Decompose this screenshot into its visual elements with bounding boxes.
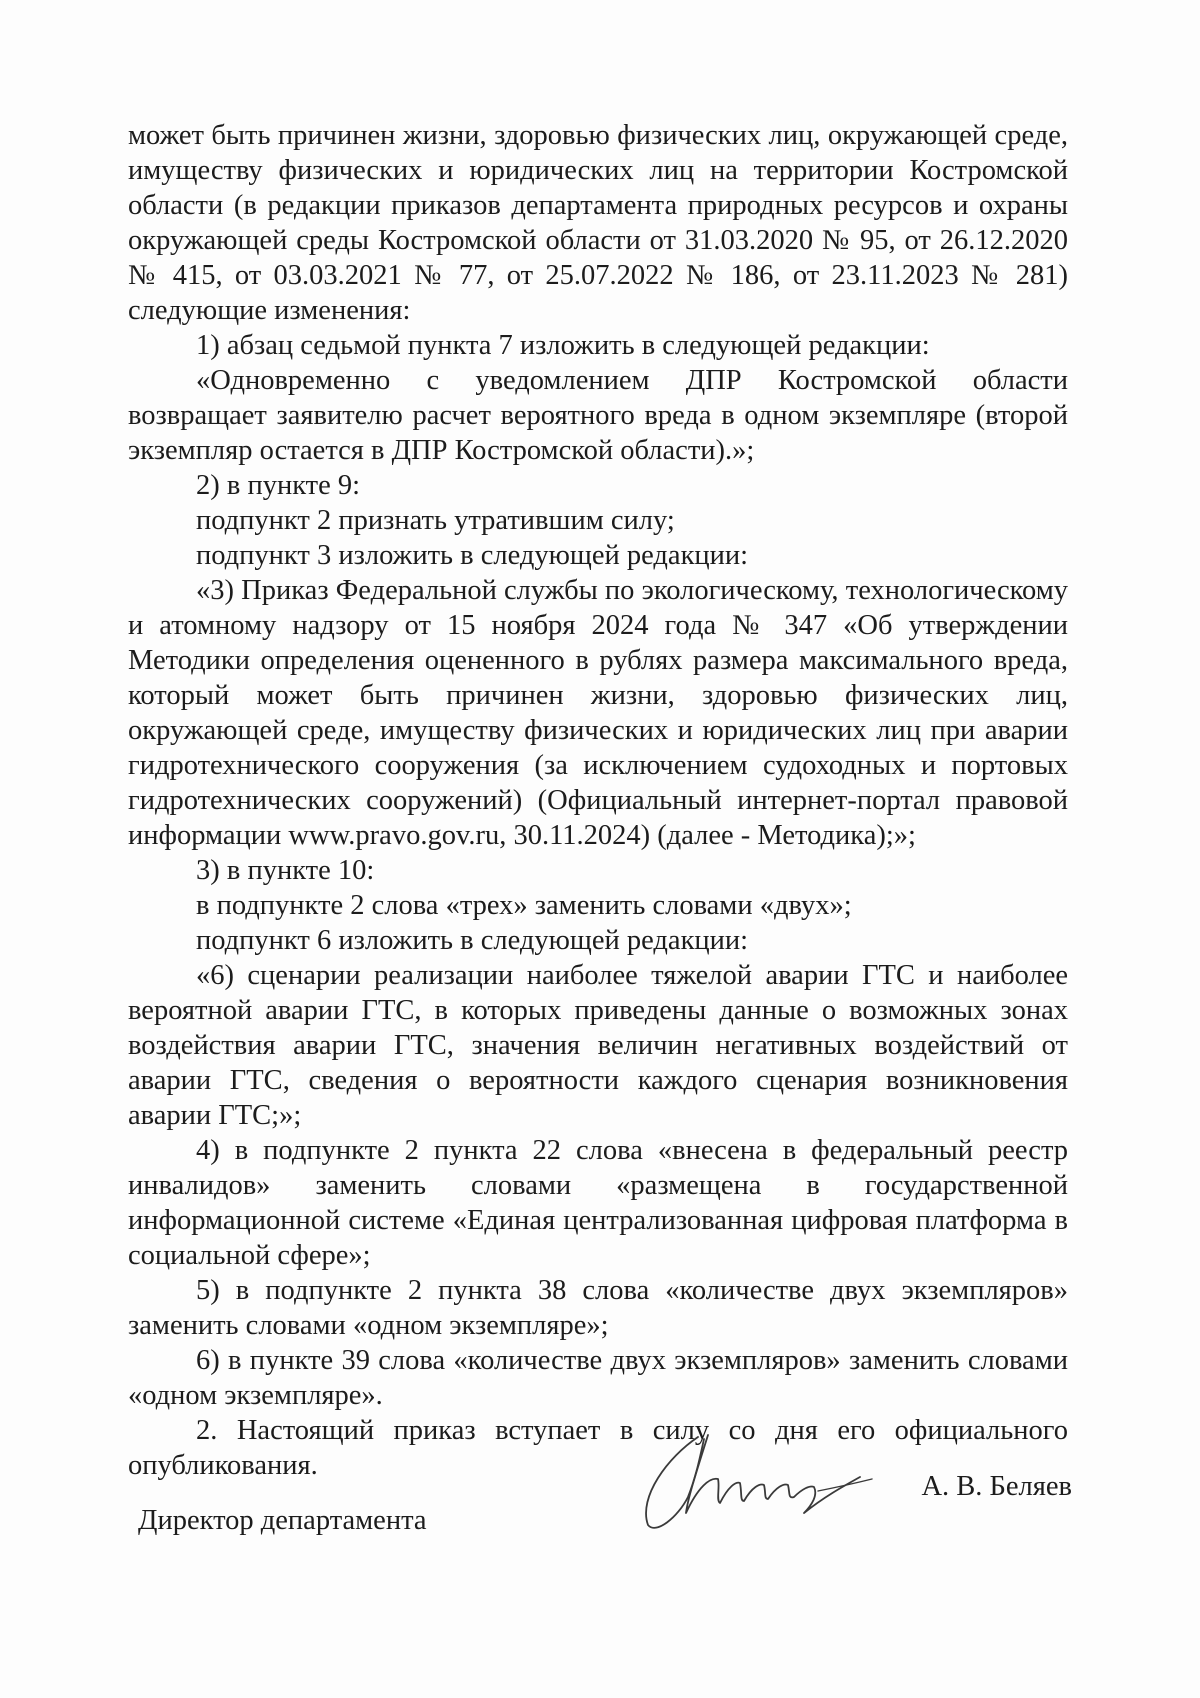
paragraph-intro: может быть причинен жизни, здоровью физических лиц, окружающей среде, имуществу физических и юридических лиц на территории Костромской области (в редакции приказов департамента природных ресурсов и охраны окружающей среды Костромской области от 31.03.2020 № 95, от 26.12.2020 № 415, от 03.03.2021 № 77, от 25.07.2022 № 186, от 23.11.2023 № 281) следующие изменения: — [128, 120, 1068, 326]
document-body — [128, 118, 1068, 1483]
paragraph-item-3-sub-2: в подпункте 2 слова «трех» заменить словами «двух»; — [196, 890, 852, 921]
signatory-name: А. В. Беляев — [921, 1471, 1072, 1502]
paragraph-item-1: 1) абзац седьмой пункта 7 изложить в следующей редакции: — [196, 330, 930, 361]
signature-block — [138, 1471, 1078, 1577]
paragraph-effective-date: 2. Настоящий приказ вступает в силу со дня его официального опубликования. — [128, 1415, 1068, 1481]
paragraph-item-3-sub-6-text: «6) сценарии реализации наиболее тяжелой аварии ГТС и наиболее вероятной аварии ГТС, в которых приведены данные о возможных зонах воздействия аварии ГТС, значения величин негативных воздействий от аварии ГТС, сведения о вероятности каждого сценария возникновения аварии ГТС;»; — [128, 960, 1068, 1131]
handwritten-signature — [628, 1417, 908, 1537]
paragraph-item-2: 2) в пункте 9: — [196, 470, 361, 501]
paragraph-item-4: 4) в подпункте 2 пункта 22 слова «внесена в федеральный реестр инвалидов» заменить словами «размещена в государственной информационной системе «Единая централизованная цифровая платформа в социальной сфере»; — [128, 1135, 1068, 1271]
paragraph-item-6: 6) в пункте 39 слова «количестве двух экземпляров» заменить словами «одном экземпляре». — [128, 1345, 1068, 1411]
paragraph-item-1-text: «Одновременно с уведомлением ДПР Костромской области возвращает заявителю расчет вероятного вреда в одном экземпляре (второй экземпляр остается в ДПР Костромской области).»; — [128, 365, 1068, 466]
paragraph-item-2-sub-2: подпункт 2 признать утратившим силу; — [196, 505, 675, 536]
paragraph-item-2-sub-3-text: «3) Приказ Федеральной службы по экологическому, технологическому и атомному надзору от 15 ноября 2024 года № 347 «Об утверждении Методики определения оцененного в рублях размера максимального вреда, который может быть причинен жизни, здоровью физических лиц, окружающей среде, имуществу физических и юридических лиц при аварии гидротехнического сооружения (за исключением судоходных и портовых гидротехнических сооружений) (Официальный интернет-портал правовой информации www.pravo.gov.ru, 30.11.2024) (далее - Методика);»; — [128, 575, 1068, 851]
signatory-position: Директор департамента — [138, 1505, 427, 1536]
paragraph-item-3: 3) в пункте 10: — [196, 855, 375, 886]
paragraph-item-3-sub-6: подпункт 6 изложить в следующей редакции: — [196, 925, 749, 956]
paragraph-item-2-sub-3: подпункт 3 изложить в следующей редакции: — [196, 540, 749, 571]
paragraph-item-5: 5) в подпункте 2 пункта 38 слова «количестве двух экземпляров» заменить словами «одном экземпляре»; — [128, 1275, 1068, 1341]
